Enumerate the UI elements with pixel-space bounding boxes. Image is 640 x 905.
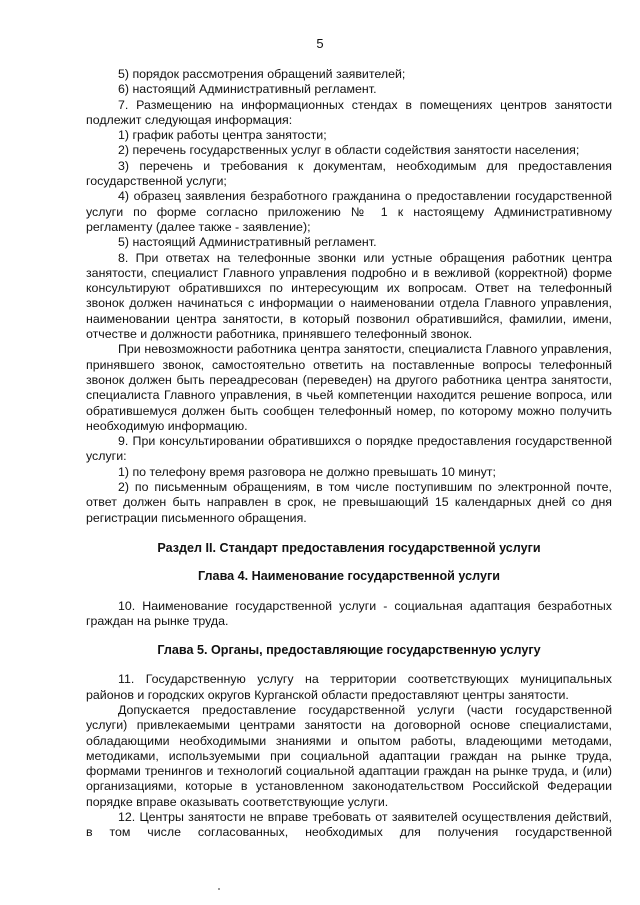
paragraph: 5) настоящий Административный регламент. <box>118 235 377 250</box>
paragraph: 5) порядок рассмотрения обращений заявителей; <box>118 67 406 81</box>
paragraph: 7. Размещению на информационных стендах в помещениях центров занятости подлежит следующая информация: <box>86 97 612 127</box>
paragraph: 4) образец заявления безработного гражданина о предоставлении государственной услуги по форме согласно приложению № 1 к настоящему Административному регламенту (далее также - заявление); <box>86 189 612 234</box>
paragraph: 6) настоящий Административный регламент. <box>118 82 377 97</box>
paragraph: 1) по телефону время разговора не должно превышать 10 минут; <box>118 464 496 479</box>
paragraph: 2) перечень государственных услуг в области содействия занятости населения; <box>118 143 580 158</box>
paragraph: 9. При консультировании обратившихся о порядке предоставления государственной услуги: <box>86 434 612 464</box>
document-body <box>86 67 612 841</box>
section-title: Раздел II. Стандарт предоставления государственной услуги <box>157 540 541 555</box>
paragraph: 10. Наименование государственной услуги - социальная адаптация безработных граждан на рынке труда. <box>86 598 612 628</box>
paragraph: Допускается предоставление государственной услуги (части государственной услуги) привлекаемыми центрами занятости на договорной основе специалистами, обладающими необходимыми знаниями и опытом работы, владеющими методами, методиками, используемыми при социальной адаптации граждан на рынке труда, формами тренингов и технологий социальной адаптации граждан на рынке труда, и (или) организациями, которые в установленном законодательством Российской Федерации порядке вправе оказывать соответствующие услуги. <box>86 702 612 809</box>
paragraph: 8. При ответах на телефонные звонки или устные обращения работник центра занятости, специалист Главного управления подробно и в вежливой (корректной) форме консультируют обратившихся по интересующим их вопросам. Ответ на телефонный звонок должен начинаться с информации о наименовании отдела Главного управления, наименовании центра занятости, в который позвонил обратившийся, фамилии, имени, отчестве и должности работника, принявшего телефонный звонок. <box>86 250 612 342</box>
paragraph: 11. Государственную услугу на территории соответствующих муниципальных районов и городских округов Курганской области предоставляют центры занятости. <box>86 672 612 702</box>
paragraph: При невозможности работника центра занятости, специалиста Главного управления, принявшего звонок, самостоятельно ответить на поставленные вопросы телефонный звонок должен быть переадресован (переведен) на другого работника центра занятости, специалиста Главного управления, в чьей компетенции находится решение вопроса, или обратившемуся должен быть сообщен телефонный номер, по которому можно получить необходимую информацию. <box>86 342 612 433</box>
chapter-title: Глава 5. Органы, предоставляющие государственную услугу <box>157 643 541 658</box>
paragraph: 1) график работы центра занятости; <box>118 128 327 143</box>
scan-mark <box>218 888 220 890</box>
chapter-title: Глава 4. Наименование государственной услуги <box>198 569 500 584</box>
paragraph: 3) перечень и требования к документам, необходимым для предоставления государственной услуги; <box>86 158 612 189</box>
page-number: 5 <box>316 36 324 51</box>
paragraph: 2) по письменным обращениям, в том числе поступившим по электронной почте, ответ должен быть направлен в срок, не превышающий 15 календарных дней со дня регистрации письменного обращения. <box>86 480 612 525</box>
paragraph: 12. Центры занятости не вправе требовать от заявителей осуществления действий, в том числе согласованных, необходимых для получения государственной <box>86 810 612 840</box>
